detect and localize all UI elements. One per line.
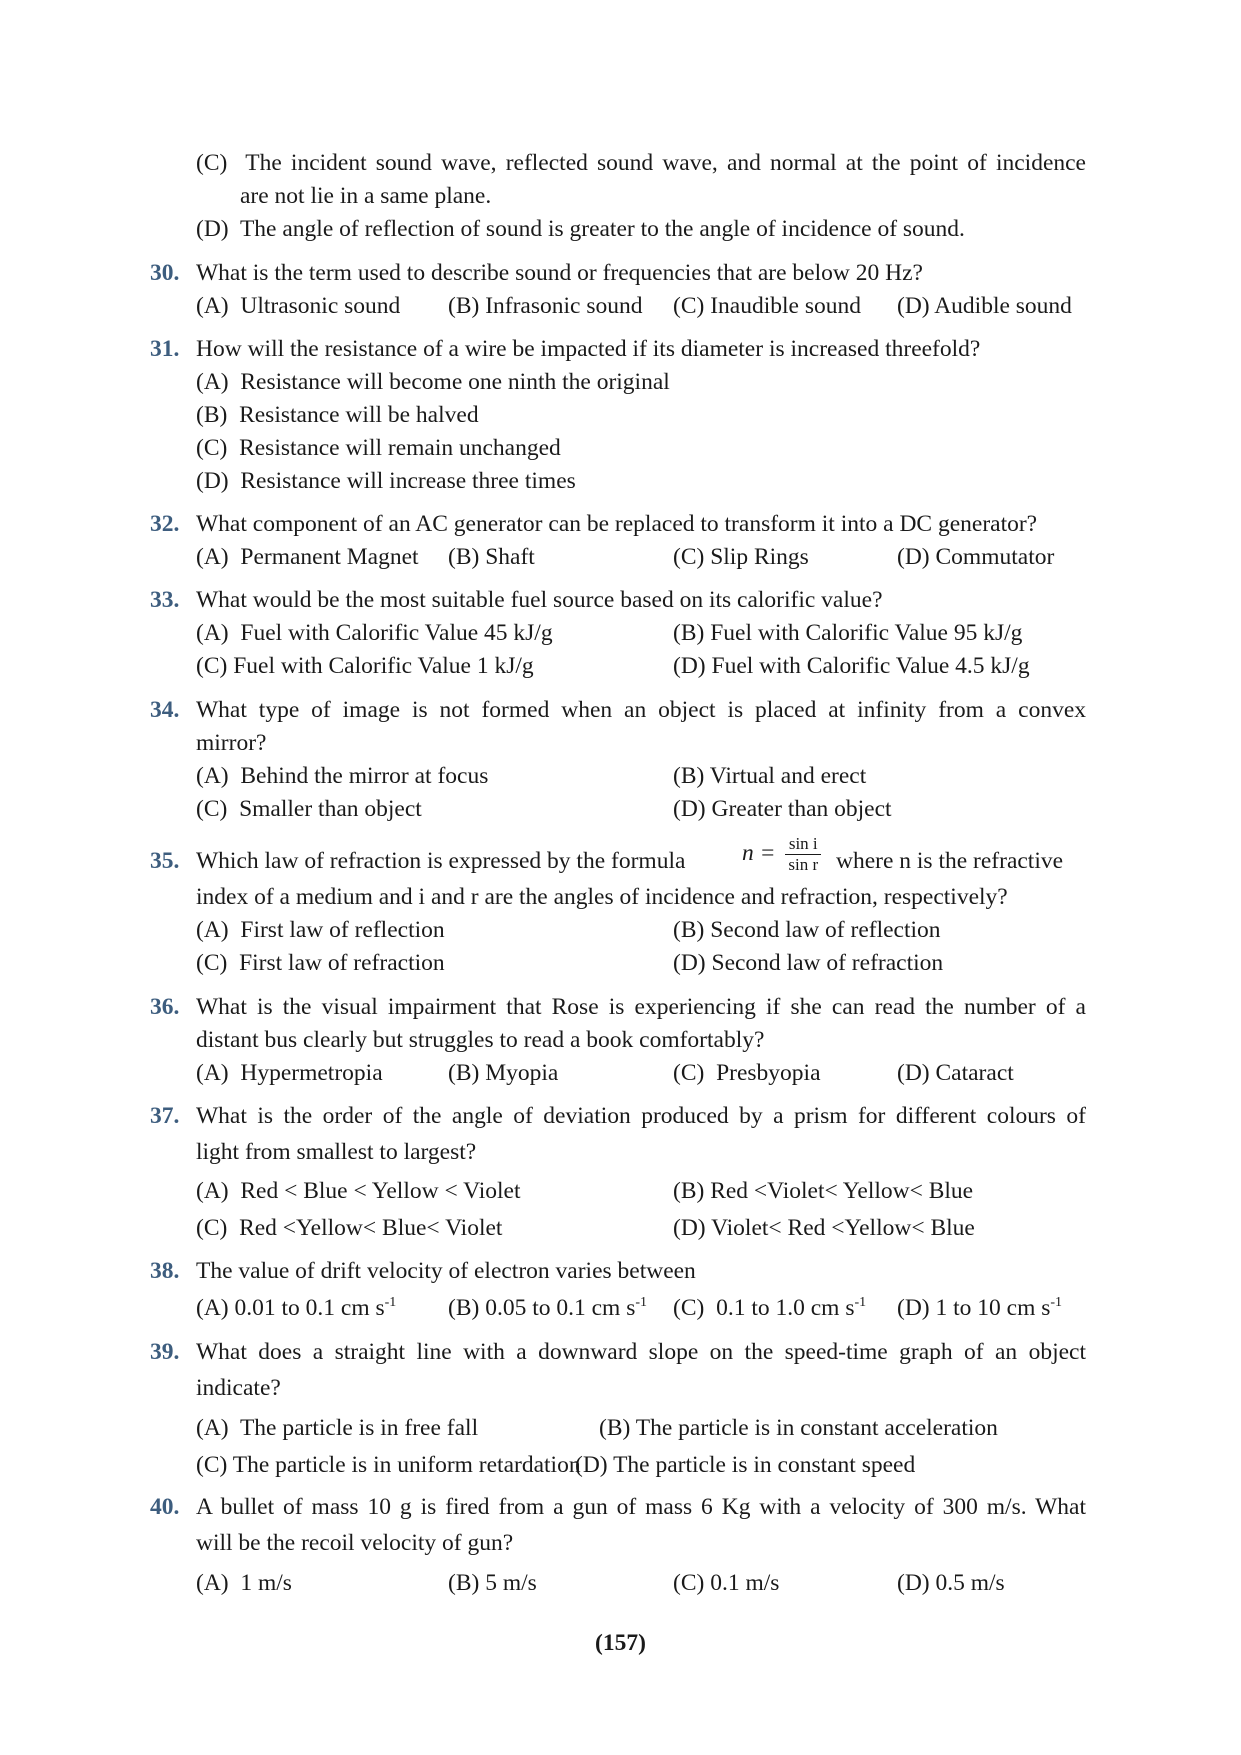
option-d <box>897 1293 1062 1323</box>
option-a: (A) Hypermetropia <box>196 1060 383 1086</box>
question-text: The value of drift velocity of electron varies between <box>196 1258 696 1284</box>
carry-option-d: (D) The angle of reflection of sound is greater to the angle of incidence of sound. <box>196 216 965 242</box>
formula-fraction <box>785 834 821 875</box>
option-c: (C) The particle is in uniform retardation <box>196 1452 581 1478</box>
option-a <box>196 1293 396 1323</box>
question-text-pre: Which law of refraction is expressed by the formula <box>196 848 686 874</box>
option-b: (B) Red <Violet< Yellow< Blue <box>673 1178 974 1204</box>
option-b: (B) Virtual and erect <box>673 763 867 789</box>
option-c <box>673 1293 866 1323</box>
option-a: (A) Resistance will become one ninth the original <box>196 369 670 395</box>
formula-numerator: sin i <box>785 834 821 855</box>
formula-denominator: sin r <box>788 855 819 874</box>
question-text-line1: What is the visual impairment that Rose is experiencing if she can read the number of a <box>196 994 1086 1020</box>
question-text: What would be the most suitable fuel source based on its calorific value? <box>196 587 883 613</box>
question-text-line2: light from smallest to largest? <box>196 1139 477 1165</box>
option-a: (A) The particle is in free fall <box>196 1415 479 1441</box>
question-number: 36. <box>150 994 180 1020</box>
option-d: (D) 0.5 m/s <box>897 1570 1005 1596</box>
option-c-exponent: -1 <box>854 1295 867 1310</box>
option-b: (B) Myopia <box>448 1060 559 1086</box>
option-d: (D) Fuel with Calorific Value 4.5 kJ/g <box>673 653 1030 679</box>
option-c: (C) Inaudible sound <box>673 293 861 319</box>
option-a: (A) Fuel with Calorific Value 45 kJ/g <box>196 620 553 646</box>
question-text-post: where n is the refractive <box>836 848 1064 874</box>
option-a: (A) Permanent Magnet <box>196 544 419 570</box>
formula-lhs: n = <box>742 839 776 866</box>
option-a: (A) Red < Blue < Yellow < Violet <box>196 1178 521 1204</box>
option-c: (C) Fuel with Calorific Value 1 kJ/g <box>196 653 534 679</box>
question-number: 40. <box>150 1494 180 1520</box>
option-d: (D) Cataract <box>897 1060 1014 1086</box>
option-d: (D) Commutator <box>897 544 1055 570</box>
option-d: (D) Resistance will increase three times <box>196 468 576 494</box>
option-d: (D) Violet< Red <Yellow< Blue <box>673 1215 975 1241</box>
question-number: 39. <box>150 1339 180 1365</box>
option-b: (B) The particle is in constant acceleration <box>599 1415 998 1441</box>
question-text: What component of an AC generator can be replaced to transform it into a DC generator? <box>196 511 1038 537</box>
option-d: (D) Audible sound <box>897 293 1072 319</box>
option-a: (A) 1 m/s <box>196 1570 292 1596</box>
option-c: (C) Resistance will remain unchanged <box>196 435 561 461</box>
option-c: (C) Red <Yellow< Blue< Violet <box>196 1215 503 1241</box>
question-number: 30. <box>150 260 180 286</box>
question-text: What is the term used to describe sound or frequencies that are below 20 Hz? <box>196 260 923 286</box>
question-number: 31. <box>150 336 180 362</box>
question-text-line2: will be the recoil velocity of gun? <box>196 1530 514 1556</box>
option-c-text: (C) 0.1 to 1.0 cm s <box>673 1295 855 1321</box>
question-number: 35. <box>150 848 180 874</box>
page-number: (157) <box>595 1630 646 1656</box>
option-c: (C) First law of refraction <box>196 950 445 976</box>
option-a: (A) Behind the mirror at focus <box>196 763 489 789</box>
option-c: (C) Smaller than object <box>196 796 422 822</box>
option-b: (B) Second law of reflection <box>673 917 941 943</box>
option-d: (D) Greater than object <box>673 796 892 822</box>
question-number: 37. <box>150 1103 180 1129</box>
option-a: (A) First law of reflection <box>196 917 445 943</box>
option-b: (B) Resistance will be halved <box>196 402 479 428</box>
question-text: How will the resistance of a wire be impacted if its diameter is increased threefold? <box>196 336 981 362</box>
question-number: 32. <box>150 511 180 537</box>
question-number: 34. <box>150 697 180 723</box>
question-text-line1: What type of image is not formed when an object is placed at infinity from a convex <box>196 697 1086 723</box>
question-text-line2: index of a medium and i and r are the angles of incidence and refraction, respectively? <box>196 884 1008 910</box>
option-a: (A) Ultrasonic sound <box>196 293 401 319</box>
option-b: (B) Shaft <box>448 544 535 570</box>
question-text-line2: distant bus clearly but struggles to read a book comfortably? <box>196 1027 765 1053</box>
option-b: (B) 5 m/s <box>448 1570 537 1596</box>
question-text-line1: What does a straight line with a downward slope on the speed-time graph of an object <box>196 1339 1086 1365</box>
option-c: (C) Presbyopia <box>673 1060 821 1086</box>
question-text-line2: indicate? <box>196 1375 281 1401</box>
option-c: (C) Slip Rings <box>673 544 809 570</box>
option-d: (D) The particle is in constant speed <box>575 1452 916 1478</box>
option-c: (C) 0.1 m/s <box>673 1570 780 1596</box>
question-text-line2: mirror? <box>196 730 267 756</box>
option-b-exponent: -1 <box>635 1295 648 1310</box>
carry-option-c-line1: (C) The incident sound wave, reflected sound wave, and normal at the point of incidence <box>196 150 1086 176</box>
option-b: (B) Fuel with Calorific Value 95 kJ/g <box>673 620 1023 646</box>
option-b: (B) Infrasonic sound <box>448 293 643 319</box>
question-text-line1: A bullet of mass 10 g is fired from a gun of mass 6 Kg with a velocity of 300 m/s. What <box>196 1494 1086 1520</box>
option-a-exponent: -1 <box>384 1295 397 1310</box>
option-d-exponent: -1 <box>1050 1295 1063 1310</box>
refraction-formula <box>742 834 825 875</box>
carry-option-c-line2: are not lie in a same plane. <box>240 183 492 209</box>
question-number: 38. <box>150 1258 180 1284</box>
question-text-line1: What is the order of the angle of deviation produced by a prism for different colours of <box>196 1103 1086 1129</box>
option-b <box>448 1293 647 1323</box>
option-a-text: (A) 0.01 to 0.1 cm s <box>196 1295 385 1321</box>
option-d: (D) Second law of refraction <box>673 950 944 976</box>
question-number: 33. <box>150 587 180 613</box>
option-d-text: (D) 1 to 10 cm s <box>897 1295 1051 1321</box>
option-b-text: (B) 0.05 to 0.1 cm s <box>448 1295 636 1321</box>
